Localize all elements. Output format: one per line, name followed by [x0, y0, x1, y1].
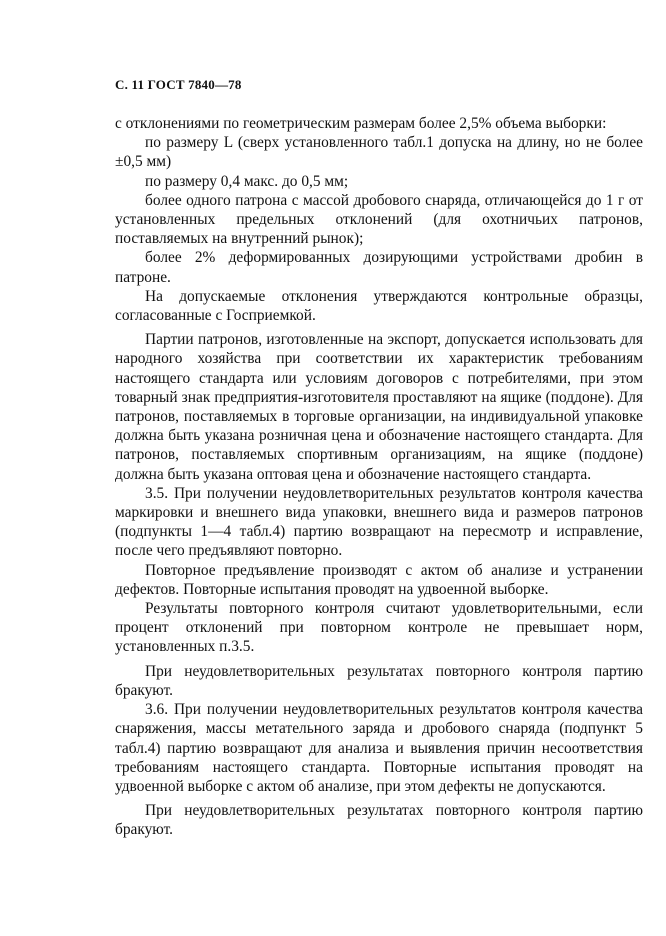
paragraph: 3.5. При получении неудовлетворительных результатов контроля качества маркировки и внешнего вида упаковки, внешнего вида и размеров патронов (подпункты 1—4 табл.4) партию возвращают на пересмотр и исправление, после чего предъявляют повторно.: [115, 484, 643, 560]
paragraph: по размеру L (сверх установленного табл.1 допуска на длину, но не более ±0,5 мм): [115, 134, 643, 171]
page-header: С. 11 ГОСТ 7840—78: [115, 77, 242, 92]
document-body: [115, 114, 643, 840]
paragraph: более одного патрона с массой дробового снаряда, отличающейся до 1 г от установленных предельных отклонений (для охотничьих патронов, поставляемых на внутренний рынок);: [115, 191, 643, 248]
paragraph: Партии патронов, изготовленные на экспорт, допускается использовать для народного хозяйства при соответствии их характеристик требованиям настоящего стандарта или условиям договоров с потребителями, при этом товарный знак предприятия-изготовителя проставляют на ящике (поддоне). Для патронов, поставляемых в торговые организации, на индивидуальной упаковке должна быть указана розничная цена и обозначение настоящего стандарта. Для патронов, поставляемых спортивным организациям, на ящике (поддоне) должна быть указана оптовая цена и обозначение настоящего стандарта.: [115, 331, 643, 483]
paragraph: При неудовлетворительных результатах повторного контроля партию бракуют.: [115, 802, 643, 839]
paragraph: более 2% деформированных дозирующими устройствами дробин в патроне.: [115, 249, 643, 286]
paragraph: 3.6. При получении неудовлетворительных результатов контроля качества снаряжения, массы метательного заряда и дробового снаряда (подпункт 5 табл.4) партию возвращают для анализа и выявления причин несоответствия требованиям настоящего стандарта. Повторные испытания проводят на удвоенной выборке с актом об анализе, при этом дефекты не допускаются.: [115, 701, 643, 795]
paragraph: с отклонениями по геометрическим размерам более 2,5% объема выборки:: [115, 115, 607, 132]
paragraph: Повторное предъявление производят с актом об анализе и устранении дефектов. Повторные испытания проводят на удвоенной выборке.: [115, 561, 643, 598]
paragraph: На допускаемые отклонения утверждаются контрольные образцы, согласованные с Госприемкой.: [115, 287, 643, 325]
paragraph: Результаты повторного контроля считают удовлетворительными, если процент отклонений при повторном контроле не превышает норм, установленных п.3.5.: [115, 600, 643, 656]
paragraph: При неудовлетворительных результатах повторного контроля партию бракуют.: [115, 662, 643, 699]
paragraph: по размеру 0,4 макс. до 0,5 мм;: [145, 172, 349, 190]
